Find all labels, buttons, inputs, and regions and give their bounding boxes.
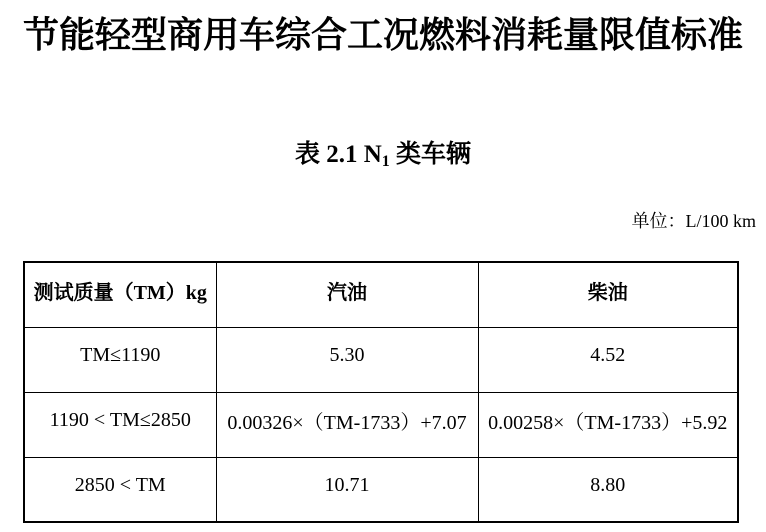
- cell-gasoline-limit: 10.71: [216, 457, 478, 522]
- table-caption-prefix: 表 2.1 N: [294, 141, 382, 168]
- column-header-diesel: 柴油: [478, 262, 738, 327]
- document-title: 节能轻型商用车综合工况燃料消耗量限值标准: [22, 15, 743, 55]
- cell-gasoline-limit: 5.30: [216, 327, 478, 392]
- cell-mass-range: 2850 < TM: [24, 457, 216, 522]
- unit-line: [0, 209, 766, 233]
- cell-diesel-limit: 8.80: [478, 457, 738, 522]
- cell-mass-range: TM≤1190: [24, 327, 216, 392]
- cell-diesel-limit: 0.00258×（TM-1733）+5.92: [478, 392, 738, 457]
- unit-label: 单位：: [631, 211, 686, 231]
- cell-mass-range: 1190 < TM≤2850: [24, 392, 216, 457]
- cell-gasoline-limit: 0.00326×（TM-1733）+7.07: [216, 392, 478, 457]
- table-caption-suffix: 类车辆: [389, 141, 472, 168]
- table-caption-subscript: 1: [381, 153, 390, 170]
- fuel-consumption-limits-table: [23, 261, 739, 523]
- column-header-gasoline: 汽油: [216, 262, 478, 327]
- column-header-test-mass: 测试质量（TM）kg: [24, 262, 216, 327]
- table-header-row: [24, 262, 738, 327]
- document-page: [0, 8, 766, 532]
- unit-value: L/100 km: [685, 211, 756, 231]
- cell-diesel-limit: 4.52: [478, 327, 738, 392]
- table-row: [24, 392, 738, 457]
- table-caption: [0, 140, 766, 173]
- table-row: [24, 327, 738, 392]
- table-row: [24, 457, 738, 522]
